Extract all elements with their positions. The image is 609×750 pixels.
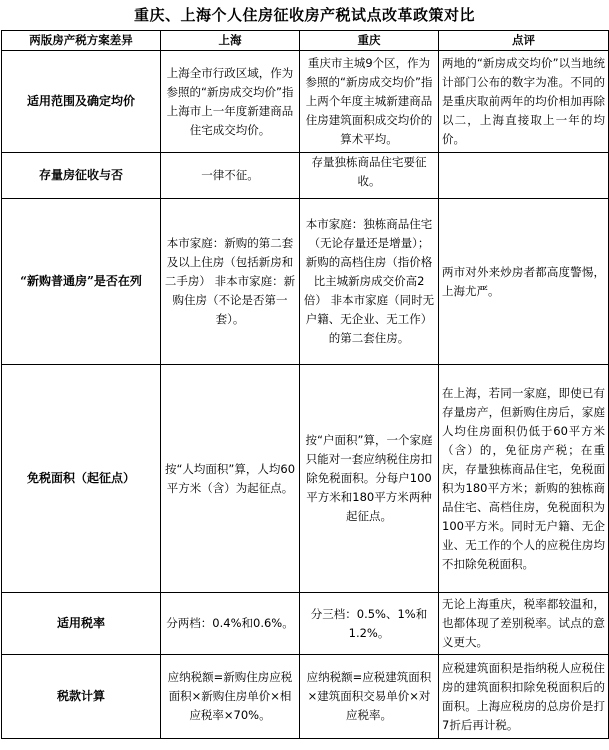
header-shanghai: 上海 [161, 31, 300, 51]
row-label: 税款计算 [2, 655, 161, 739]
comment-cell: 两地的“新房成交均价”以当地统计部门公布的数字为准。不同的是重庆取前两年的均价相加再除以二，上海直接取上一年的均价。 [439, 51, 609, 153]
comment-cell: 在上海，若同一家庭，即使已有存量房产，但新购住房后，家庭人均住房面积仍低于60平方米（含）的，免征房产税；在重庆，存量独栋商品住宅，免税面积为180平方米；新购的独栋商品住宅、高档住房，免税面积为100平方米。同时无户籍、无企业、无工作的个人的应税住房均不扣除免税面积。 [439, 365, 609, 593]
chongqing-cell: 应纳税额=应税建筑面积×建筑面积交易单价×对应税率。 [300, 655, 439, 739]
row-label: 存量房征收与否 [2, 153, 161, 199]
shanghai-cell: 按“人均面积”算，人均60平方米（含）为起征点。 [161, 365, 300, 593]
row-label: “新购普通房”是否在列 [2, 199, 161, 365]
chongqing-cell: 按“户面积”算，一个家庭只能对一套应纳税住房扣除免税面积。分每户100平方米和180平方米两种起征点。 [300, 365, 439, 593]
table-row [2, 199, 609, 365]
table-row [2, 365, 609, 593]
comparison-table [1, 30, 609, 739]
table-row [2, 593, 609, 655]
row-label: 免税面积（起征点） [2, 365, 161, 593]
shanghai-cell: 上海全市行政区域，作为参照的“新房成交均价”指上海市上一年度新建商品住宅成交均价。 [161, 51, 300, 153]
chongqing-cell: 重庆市主城9个区，作为参照的“新房成交均价”指上两个年度主城新建商品住房建筑面积成交均价的算术平均。 [300, 51, 439, 153]
header-difference: 两版房产税方案差异 [2, 31, 161, 51]
table-row [2, 153, 609, 199]
table-header-row [2, 31, 609, 51]
header-comment: 点评 [439, 31, 609, 51]
header-chongqing: 重庆 [300, 31, 439, 51]
chongqing-cell: 本市家庭：独栋商品住宅（无论存量还是增量）；新购的高档住房（指价格比主城新房成交价高2倍） 非本市家庭（同时无户籍、无企业、无工作）的第二套住房。 [300, 199, 439, 365]
shanghai-cell: 本市家庭：新购的第二套及以上住房（包括新房和二手房） 非本市家庭：新购住房（不论是否第一套）。 [161, 199, 300, 365]
table-row [2, 655, 609, 739]
row-label: 适用税率 [2, 593, 161, 655]
row-label: 适用范围及确定均价 [2, 51, 161, 153]
comment-cell [439, 153, 609, 199]
chongqing-cell: 分三档：0.5%、1%和1.2%。 [300, 593, 439, 655]
comment-cell: 无论上海重庆，税率都较温和，也都体现了差别税率。试点的意义更大。 [439, 593, 609, 655]
chongqing-cell: 存量独栋商品住宅要征收。 [300, 153, 439, 199]
shanghai-cell: 分两档：0.4%和0.6%。 [161, 593, 300, 655]
shanghai-cell: 一律不征。 [161, 153, 300, 199]
comment-cell: 应税建筑面积是指纳税人应税住房的建筑面积扣除免税面积后的面积。上海应税房的总房价是打7折后再计税。 [439, 655, 609, 739]
table-row [2, 51, 609, 153]
comment-cell: 两市对外来炒房者都高度警惕，上海尤严。 [439, 199, 609, 365]
page-title: 重庆、上海个人住房征收房产税试点改革政策对比 [133, 6, 475, 24]
shanghai-cell: 应纳税额=新购住房应税面积×新购住房单价×相应税率×70%。 [161, 655, 300, 739]
